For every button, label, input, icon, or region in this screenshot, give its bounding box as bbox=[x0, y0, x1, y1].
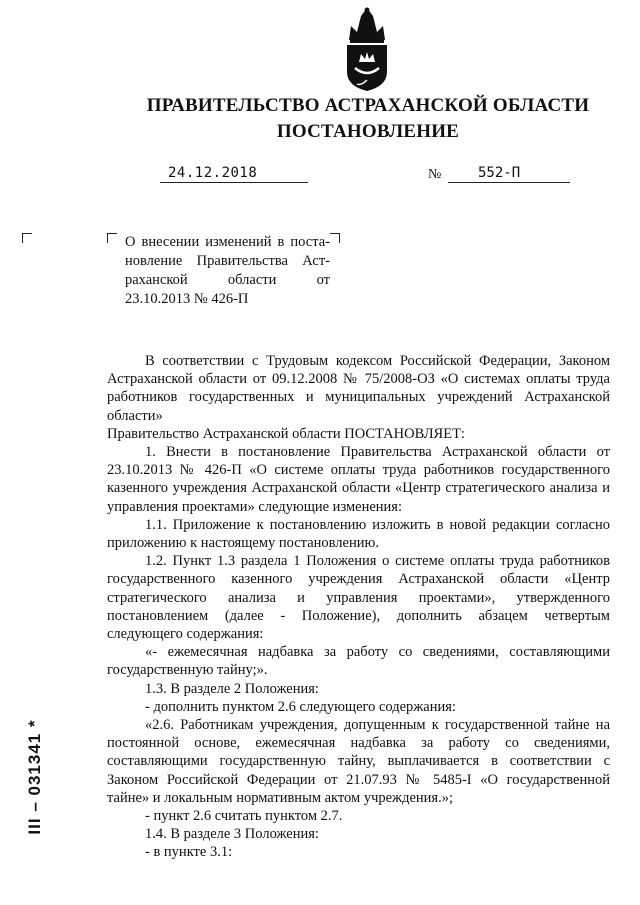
coat-of-arms-icon bbox=[341, 6, 393, 92]
paragraph: 1.1. Приложение к постановлению изложить в новой редакции согласно приложению к настоящему постановлению. bbox=[107, 516, 610, 552]
subject-line: новление Правительства Аст- bbox=[125, 253, 330, 269]
paragraph: «2.6. Работникам учреждения, допущенным к государственной тайне на постоянной основе, ежемесячная надбавка за работу со сведениями, составляющими государственную тайну, выплачивается в соответствии с Законом Российской Федерации от 21.07.93 № 5485-I «О государственной тайне» и локальным нормативным актом учреждения.»; bbox=[107, 717, 610, 806]
side-registration-code bbox=[20, 702, 50, 852]
subject-line: 23.10.2013 № 426-П bbox=[125, 291, 249, 307]
document-subject bbox=[125, 233, 330, 309]
subject-line: раханской области от bbox=[125, 272, 330, 288]
document-date: 24.12.2018 bbox=[160, 165, 308, 183]
paragraph: 1. Внести в постановление Правительства Астраханской области от 23.10.2013 № 426-П «О системе оплаты труда работников государственного казенного учреждения Астраханской области «Центр стратегического анализа и управления проектами» следующие изменения: bbox=[107, 444, 610, 515]
document-body bbox=[107, 352, 610, 862]
paragraph: «- ежемесячная надбавка за работу со сведениями, составляющими государственную тайну;». bbox=[107, 644, 610, 679]
paragraph: Правительство Астраханской области ПОСТАНОВЛЯЕТ: bbox=[107, 425, 465, 442]
paragraph: 1.4. В разделе 3 Положения: bbox=[145, 826, 319, 843]
corner-mark-subject-right bbox=[330, 233, 340, 243]
paragraph: 1.3. В разделе 2 Положения: bbox=[145, 680, 319, 697]
paragraph: - в пункте 3.1: bbox=[145, 844, 233, 861]
corner-mark-left bbox=[22, 233, 32, 243]
document-number: 552-П bbox=[448, 165, 570, 183]
side-code-text: III – 031341 * bbox=[25, 719, 44, 835]
org-title: ПРАВИТЕЛЬСТВО АСТРАХАНСКОЙ ОБЛАСТИ bbox=[146, 95, 590, 116]
paragraph: В соответствии с Трудовым кодексом Российской Федерации, Законом Астраханской области от 09.12.2008 № 75/2008-ОЗ «О системах оплаты труда работников государственных и муниципальных учреждений Астраханской области» bbox=[107, 353, 610, 424]
paragraph: 1.2. Пункт 1.3 раздела 1 Положения о системе оплаты труда работников государственного казенного учреждения Астраханской области «Центр стратегического анализа и управления проектами», утвержденного постановлением (далее - Положение), дополнить абзацем четвертым следующего содержания: bbox=[107, 553, 610, 643]
number-sign: № bbox=[428, 167, 442, 182]
paragraph: - пункт 2.6 считать пунктом 2.7. bbox=[145, 808, 343, 825]
paragraph: - дополнить пунктом 2.6 следующего содержания: bbox=[145, 698, 456, 715]
doc-type-title: ПОСТАНОВЛЕНИЕ bbox=[276, 121, 460, 142]
subject-line: О внесении изменений в поста- bbox=[125, 234, 330, 250]
corner-mark-subject-left bbox=[107, 233, 117, 243]
